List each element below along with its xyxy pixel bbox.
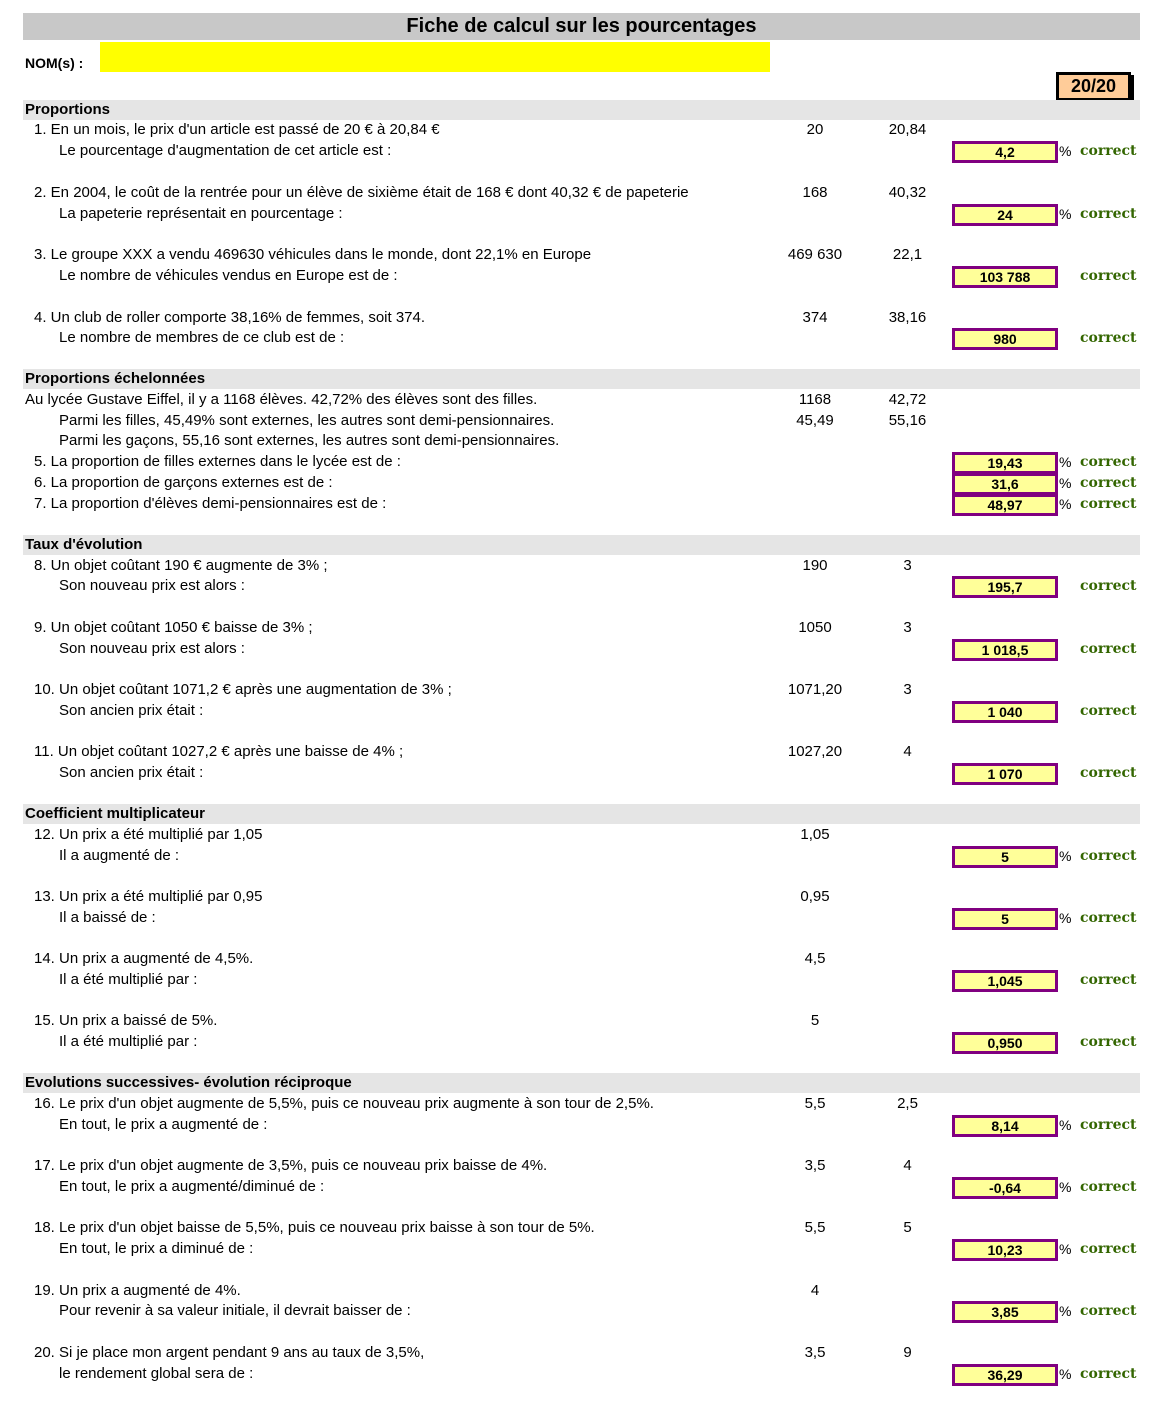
question-19-value-1: 4 — [810, 1282, 820, 1299]
intro-value-2b: 55,16 — [888, 412, 927, 429]
name-input[interactable] — [100, 42, 770, 72]
answer-9[interactable]: 1 018,5 — [952, 639, 1058, 661]
status-correct: correct — [1080, 1034, 1137, 1050]
percent-sign: % — [1059, 848, 1072, 864]
intro-line-2: Parmi les filles, 45,49% sont externes, les autres sont demi-pensionnaires. — [59, 412, 555, 429]
status-correct: correct — [1080, 703, 1137, 719]
intro-line-1: Au lycée Gustave Eiffel, il y a 1168 élèves. 42,72% des élèves sont des filles. — [25, 391, 538, 408]
percent-sign: % — [1059, 206, 1072, 222]
section-title: Coefficient multiplicateur — [25, 805, 206, 822]
percent-sign: % — [1059, 496, 1072, 512]
section-evolutions-successives — [23, 1073, 1140, 1093]
status-correct: correct — [1080, 330, 1137, 346]
question-16-value-1: 5,5 — [804, 1095, 826, 1112]
question-9-value-1: 1050 — [798, 619, 832, 636]
question-10-prompt: Son ancien prix était : — [59, 702, 204, 719]
answer-17[interactable]: -0,64 — [952, 1177, 1058, 1199]
status-correct: correct — [1080, 1117, 1137, 1133]
question-10-value-1: 1071,20 — [787, 681, 843, 698]
question-13-prompt: Il a baissé de : — [59, 909, 156, 926]
question-11-prompt: Son ancien prix était : — [59, 764, 204, 781]
question-12: 12. Un prix a été multiplié par 1,05 — [34, 826, 263, 843]
status-correct: correct — [1080, 143, 1137, 159]
question-18: 18. Le prix d'un objet baisse de 5,5%, puis ce nouveau prix baisse à son tour de 5%. — [34, 1219, 595, 1236]
question-8: 8. Un objet coûtant 190 € augmente de 3% ; — [34, 557, 328, 574]
question-13: 13. Un prix a été multiplié par 0,95 — [34, 888, 263, 905]
percent-sign: % — [1059, 1303, 1072, 1319]
question-1: 1. En un mois, le prix d'un article est passé de 20 € à 20,84 € — [34, 121, 440, 138]
answer-4[interactable]: 980 — [952, 328, 1058, 350]
section-title: Taux d'évolution — [25, 536, 143, 553]
question-14: 14. Un prix a augmenté de 4,5%. — [34, 950, 254, 967]
question-19: 19. Un prix a augmenté de 4%. — [34, 1282, 241, 1299]
question-3-value-1: 469 630 — [787, 246, 843, 263]
question-17-prompt: En tout, le prix a augmenté/diminué de : — [59, 1178, 325, 1195]
intro-value-1b: 45,49 — [796, 412, 834, 429]
answer-20[interactable]: 36,29 — [952, 1364, 1058, 1386]
question-4-value-2: 38,16 — [888, 309, 927, 326]
question-18-value-2: 5 — [903, 1219, 912, 1236]
status-correct: correct — [1080, 496, 1137, 512]
question-20: 20. Si je place mon argent pendant 9 ans au taux de 3,5%, — [34, 1344, 425, 1361]
question-16-prompt: En tout, le prix a augmenté de : — [59, 1116, 268, 1133]
question-9-value-2: 3 — [903, 619, 912, 636]
status-correct: correct — [1080, 910, 1137, 926]
answer-18[interactable]: 10,23 — [952, 1239, 1058, 1261]
percent-sign: % — [1059, 454, 1072, 470]
question-17: 17. Le prix d'un objet augmente de 3,5%, puis ce nouveau prix baisse de 4%. — [34, 1157, 548, 1174]
question-5: 5. La proportion de filles externes dans le lycée est de : — [34, 453, 401, 470]
section-proportions-echelonnees — [23, 369, 1140, 389]
question-15-value-1: 5 — [810, 1012, 820, 1029]
question-17-value-1: 3,5 — [804, 1157, 826, 1174]
question-14-value-1: 4,5 — [804, 950, 826, 967]
percent-sign: % — [1059, 475, 1072, 491]
question-1-value-1: 20 — [806, 121, 824, 138]
question-11-value-2: 4 — [903, 743, 912, 760]
question-13-value-1: 0,95 — [800, 888, 830, 905]
question-11-value-1: 1027,20 — [787, 743, 843, 760]
question-20-value-2: 9 — [903, 1344, 912, 1361]
percent-sign: % — [1059, 143, 1072, 159]
percent-sign: % — [1059, 1117, 1072, 1133]
intro-value-2a: 42,72 — [888, 391, 927, 408]
name-label: NOM(s) : — [25, 55, 84, 71]
answer-3[interactable]: 103 788 — [952, 266, 1058, 288]
question-3: 3. Le groupe XXX a vendu 469630 véhicules dans le monde, dont 22,1% en Europe — [34, 246, 592, 263]
question-12-prompt: Il a augmenté de : — [59, 847, 180, 864]
question-8-value-2: 3 — [903, 557, 912, 574]
question-12-value-1: 1,05 — [800, 826, 830, 843]
question-7: 7. La proportion d'élèves demi-pensionnaires est de : — [34, 495, 387, 512]
intro-value-1a: 1168 — [798, 391, 832, 408]
question-16-value-2: 2,5 — [897, 1095, 918, 1112]
status-correct: correct — [1080, 1303, 1137, 1319]
section-title: Evolutions successives- évolution réciproque — [25, 1074, 352, 1091]
question-2-prompt: La papeterie représentait en pourcentage : — [59, 205, 343, 222]
question-4-prompt: Le nombre de membres de ce club est de : — [59, 329, 345, 346]
section-title: Proportions échelonnées — [25, 370, 206, 387]
status-correct: correct — [1080, 765, 1137, 781]
question-18-value-1: 5,5 — [804, 1219, 826, 1236]
question-14-prompt: Il a été multiplié par : — [59, 971, 198, 988]
page-title: Fiche de calcul sur les pourcentages — [406, 15, 757, 37]
answer-12[interactable]: 5 — [952, 846, 1058, 868]
status-correct: correct — [1080, 641, 1137, 657]
question-15-prompt: Il a été multiplié par : — [59, 1033, 198, 1050]
percent-sign: % — [1059, 1179, 1072, 1195]
answer-19[interactable]: 3,85 — [952, 1301, 1058, 1323]
question-9: 9. Un objet coûtant 1050 € baisse de 3% ; — [34, 619, 313, 636]
answer-14[interactable]: 1,045 — [952, 970, 1058, 992]
answer-1[interactable]: 4,2 — [952, 141, 1058, 163]
answer-13[interactable]: 5 — [952, 908, 1058, 930]
question-10: 10. Un objet coûtant 1071,2 € après une augmentation de 3% ; — [34, 681, 452, 698]
question-1-value-2: 20,84 — [888, 121, 927, 138]
status-correct: correct — [1080, 1241, 1137, 1257]
question-15: 15. Un prix a baissé de 5%. — [34, 1012, 218, 1029]
question-11: 11. Un objet coûtant 1027,2 € après une baisse de 4% ; — [34, 743, 404, 760]
question-20-value-1: 3,5 — [804, 1344, 826, 1361]
status-correct: correct — [1080, 972, 1137, 988]
section-coefficient-multiplicateur — [23, 804, 1140, 824]
percent-sign: % — [1059, 910, 1072, 926]
status-correct: correct — [1080, 475, 1137, 491]
question-17-value-2: 4 — [903, 1157, 912, 1174]
answer-5[interactable]: 19,43 — [952, 452, 1058, 474]
question-18-prompt: En tout, le prix a diminué de : — [59, 1240, 254, 1257]
question-4: 4. Un club de roller comporte 38,16% de femmes, soit 374. — [34, 309, 426, 326]
question-2-value-1: 168 — [802, 184, 828, 201]
question-16: 16. Le prix d'un objet augmente de 5,5%, puis ce nouveau prix augmente à son tour de 2,5%. — [34, 1095, 654, 1112]
status-correct: correct — [1080, 578, 1137, 594]
status-correct: correct — [1080, 848, 1137, 864]
answer-2[interactable]: 24 — [952, 204, 1058, 226]
question-19-prompt: Pour revenir à sa valeur initiale, il devrait baisser de : — [59, 1302, 411, 1319]
status-correct: correct — [1080, 454, 1137, 470]
status-correct: correct — [1080, 268, 1137, 284]
answer-8[interactable]: 195,7 — [952, 576, 1058, 598]
question-20-prompt: le rendement global sera de : — [59, 1365, 254, 1382]
status-correct: correct — [1080, 1366, 1137, 1382]
answer-11[interactable]: 1 070 — [952, 763, 1058, 785]
question-3-prompt: Le nombre de véhicules vendus en Europe est de : — [59, 267, 398, 284]
question-3-value-2: 22,1 — [892, 246, 923, 263]
question-4-value-1: 374 — [802, 309, 828, 326]
question-6: 6. La proportion de garçons externes est de : — [34, 474, 333, 491]
section-taux-evolution — [23, 535, 1140, 555]
answer-10[interactable]: 1 040 — [952, 701, 1058, 723]
percent-sign: % — [1059, 1241, 1072, 1257]
answer-6[interactable]: 31,6 — [952, 473, 1058, 495]
answer-16[interactable]: 8,14 — [952, 1115, 1058, 1137]
question-8-prompt: Son nouveau prix est alors : — [59, 577, 245, 594]
status-correct: correct — [1080, 206, 1137, 222]
question-10-value-2: 3 — [903, 681, 912, 698]
section-proportions — [23, 100, 1140, 120]
answer-7[interactable]: 48,97 — [952, 494, 1058, 516]
question-2: 2. En 2004, le coût de la rentrée pour un élève de sixième était de 168 € dont 40,32 € de papeterie — [34, 184, 689, 201]
title-bar — [23, 13, 1140, 40]
question-8-value-1: 190 — [802, 557, 828, 574]
question-2-value-2: 40,32 — [888, 184, 927, 201]
score-badge: 20/20 — [1056, 72, 1131, 101]
question-9-prompt: Son nouveau prix est alors : — [59, 640, 245, 657]
percent-sign: % — [1059, 1366, 1072, 1382]
intro-line-3: Parmi les gaçons, 55,16 sont externes, les autres sont demi-pensionnaires. — [59, 432, 560, 449]
status-correct: correct — [1080, 1179, 1137, 1195]
section-title: Proportions — [25, 101, 110, 118]
answer-15[interactable]: 0,950 — [952, 1032, 1058, 1054]
question-1-prompt: Le pourcentage d'augmentation de cet article est : — [59, 142, 392, 159]
